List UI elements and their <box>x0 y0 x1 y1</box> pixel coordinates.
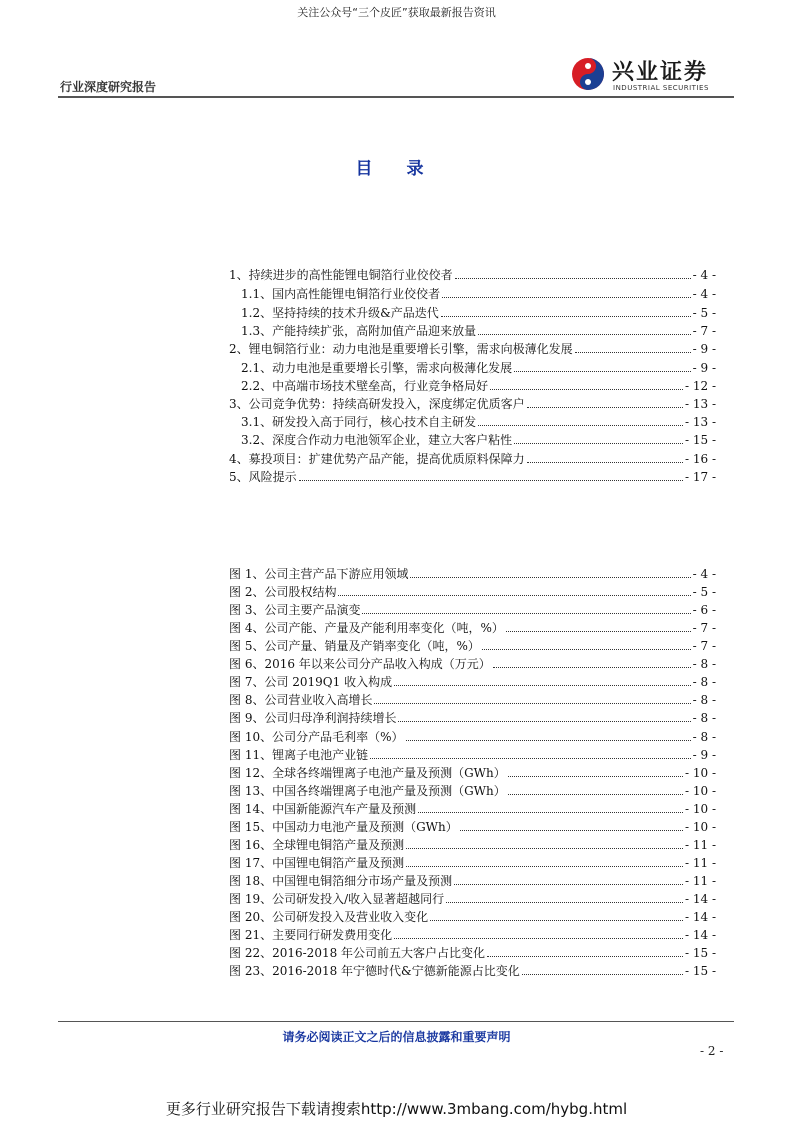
dot-leader <box>508 794 683 795</box>
dot-leader <box>493 667 691 668</box>
dot-leader <box>514 443 683 444</box>
figure-entry-page: - 8 - <box>692 711 716 725</box>
dot-leader <box>487 956 683 957</box>
toc-entry-page: - 9 - <box>692 342 716 356</box>
dot-leader <box>455 278 691 279</box>
dot-leader <box>406 848 683 849</box>
dot-leader <box>394 938 683 939</box>
toc-entry[interactable] <box>229 394 716 412</box>
industrial-securities-logo <box>570 54 735 94</box>
figure-entry-page: - 4 - <box>692 567 716 581</box>
toc-entry-page: - 13 - <box>684 397 716 411</box>
figure-entry[interactable] <box>229 799 716 817</box>
figure-entry[interactable] <box>229 781 716 799</box>
figure-entry-label: 图 8、公司营业收入高增长 <box>229 693 373 707</box>
figure-entry-page: - 7 - <box>692 639 716 653</box>
dot-leader <box>575 352 691 353</box>
figure-entry-page: - 9 - <box>692 748 716 762</box>
toc-entry-page: - 4 - <box>692 268 716 282</box>
dot-leader <box>442 297 691 298</box>
toc-entry-label: 1.3、产能持续扩张，高附加值产品迎来放量 <box>241 324 477 338</box>
dot-leader <box>362 613 690 614</box>
toc-entry-page: - 5 - <box>692 306 716 320</box>
dot-leader <box>460 830 683 831</box>
figure-entry[interactable] <box>229 618 716 636</box>
dot-leader <box>478 425 683 426</box>
figure-entry-label: 图 19、公司研发投入/收入显著超越同行 <box>229 892 445 906</box>
toc-entry[interactable] <box>241 284 716 302</box>
toc-entry[interactable] <box>241 412 716 430</box>
page-number: - 2 - <box>700 1044 724 1058</box>
figure-entry-page: - 10 - <box>684 766 716 780</box>
toc-entry-label: 2.2、中高端市场技术壁垒高，行业竞争格局好 <box>241 379 489 393</box>
toc-entry-label: 1.1、国内高性能锂电铜箔行业佼佼者 <box>241 287 441 301</box>
figure-entry-label: 图 16、全球锂电铜箔产量及预测 <box>229 838 405 852</box>
toc-entry-page: - 16 - <box>684 452 716 466</box>
figure-entry-label: 图 23、2016-2018 年宁德时代&宁德新能源占比变化 <box>229 964 520 978</box>
footer-divider <box>58 1021 734 1022</box>
figure-entry-label: 图 10、公司分产品毛利率（%） <box>229 730 404 744</box>
figure-entry-label: 图 4、公司产能、产量及产能利用率变化（吨，%） <box>229 621 504 635</box>
top-banner: 关注公众号“三个皮匠”获取最新报告资讯 <box>297 6 496 19</box>
figure-entry-page: - 10 - <box>684 784 716 798</box>
dot-leader <box>454 884 683 885</box>
figure-entry-page: - 11 - <box>684 856 716 870</box>
figure-entry[interactable] <box>229 690 716 708</box>
dot-leader <box>394 685 691 686</box>
figure-entry[interactable] <box>229 636 716 654</box>
figure-entry[interactable] <box>229 727 716 745</box>
figure-entry-label: 图 1、公司主营产品下游应用领域 <box>229 567 409 581</box>
figure-entry-page: - 5 - <box>692 585 716 599</box>
toc-entry[interactable] <box>241 303 716 321</box>
toc-entry-label: 1.2、坚持持续的技术升级&产品迭代 <box>241 306 439 320</box>
header-divider <box>58 96 734 98</box>
figure-entry-label: 图 20、公司研发投入及营业收入变化 <box>229 910 429 924</box>
toc-entry-page: - 17 - <box>684 470 716 484</box>
figure-entry-label: 图 17、中国锂电铜箔产量及预测 <box>229 856 405 870</box>
toc-entry[interactable] <box>241 376 716 394</box>
toc-entry-label: 3、公司竞争优势：持续高研发投入，深度绑定优质客户 <box>229 397 525 411</box>
figure-entry[interactable] <box>229 564 716 582</box>
logo-english-name: INDUSTRIAL SECURITIES <box>613 84 709 92</box>
toc-entry-page: - 9 - <box>692 361 716 375</box>
dot-leader <box>478 334 691 335</box>
toc-entry-label: 4、募投项目：扩建优势产品产能，提高优质原料保障力 <box>229 452 525 466</box>
dot-leader <box>490 389 683 390</box>
toc-entry-page: - 4 - <box>692 287 716 301</box>
dot-leader <box>370 758 691 759</box>
figure-entry-page: - 10 - <box>684 802 716 816</box>
figure-entry-page: - 14 - <box>684 910 716 924</box>
toc-entry-label: 3.1、研发投入高于同行，核心技术自主研发 <box>241 415 477 429</box>
figure-entry[interactable] <box>229 600 716 618</box>
dot-leader <box>508 776 683 777</box>
figure-entry-label: 图 15、中国动力电池产量及预测（GWh） <box>229 820 458 834</box>
dot-leader <box>446 902 683 903</box>
figure-entry[interactable] <box>229 654 716 672</box>
toc-entry-label: 2.1、动力电池是重要增长引擎，需求向极薄化发展 <box>241 361 513 375</box>
figure-entry-label: 图 22、2016-2018 年公司前五大客户占比变化 <box>229 946 486 960</box>
logo-emblem-icon <box>570 56 606 92</box>
figure-entry[interactable] <box>229 871 716 889</box>
dot-leader <box>410 577 690 578</box>
toc-entry-label: 1、持续进步的高性能锂电铜箔行业佼佼者 <box>229 268 453 282</box>
figure-entry[interactable] <box>229 853 716 871</box>
figure-entry-page: - 15 - <box>684 964 716 978</box>
figure-entry-page: - 8 - <box>692 675 716 689</box>
figure-entry-page: - 8 - <box>692 730 716 744</box>
dot-leader <box>527 407 683 408</box>
toc-entry[interactable] <box>229 265 716 283</box>
report-type-label: 行业深度研究报告 <box>60 80 157 94</box>
dot-leader <box>406 740 691 741</box>
dot-leader <box>506 631 691 632</box>
figure-entry[interactable] <box>229 925 716 943</box>
toc-entry-label: 5、风险提示 <box>229 470 297 484</box>
toc-entry[interactable] <box>229 467 716 485</box>
toc-entry[interactable] <box>229 449 716 467</box>
figure-entry[interactable] <box>229 943 716 961</box>
dot-leader <box>482 649 691 650</box>
toc-entry[interactable] <box>241 358 716 376</box>
figure-entry-label: 图 3、公司主要产品演变 <box>229 603 361 617</box>
figure-entry[interactable] <box>229 835 716 853</box>
figure-entry[interactable] <box>229 672 716 690</box>
dot-leader <box>418 812 683 813</box>
dot-leader <box>398 721 690 722</box>
toc-entry[interactable] <box>229 339 716 357</box>
figure-entry-page: - 7 - <box>692 621 716 635</box>
figure-entry-label: 图 2、公司股权结构 <box>229 585 337 599</box>
dot-leader <box>522 974 683 975</box>
figure-entry[interactable] <box>229 582 716 600</box>
toc-entry[interactable] <box>241 430 716 448</box>
figure-entry[interactable] <box>229 817 716 835</box>
figure-entry-label: 图 7、公司 2019Q1 收入构成 <box>229 675 393 689</box>
figure-entry-page: - 14 - <box>684 928 716 942</box>
figure-entry-page: - 6 - <box>692 603 716 617</box>
dot-leader <box>441 316 691 317</box>
figure-entry-page: - 10 - <box>684 820 716 834</box>
bottom-download-banner[interactable]: 更多行业研究报告下载请搜索http://www.3mbang.com/hybg.html <box>165 1100 628 1118</box>
figure-entry[interactable] <box>229 708 716 726</box>
figure-entry-page: - 11 - <box>684 838 716 852</box>
dot-leader <box>430 920 683 921</box>
dot-leader <box>514 371 691 372</box>
dot-leader <box>338 595 690 596</box>
footer-disclaimer: 请务必阅读正文之后的信息披露和重要声明 <box>282 1030 511 1044</box>
figure-entry[interactable] <box>229 745 716 763</box>
figure-entry-page: - 8 - <box>692 657 716 671</box>
figure-entry-label: 图 12、全球各终端锂离子电池产量及预测（GWh） <box>229 766 506 780</box>
figure-entry-label: 图 21、主要同行研发费用变化 <box>229 928 393 942</box>
toc-entry-page: - 15 - <box>684 433 716 447</box>
figure-entry-page: - 14 - <box>684 892 716 906</box>
figure-entry[interactable] <box>229 763 716 781</box>
logo-chinese-name: 兴业证券 <box>612 60 709 85</box>
toc-entry-page: - 13 - <box>684 415 716 429</box>
figure-entry[interactable] <box>229 889 716 907</box>
figure-entry-label: 图 14、中国新能源汽车产量及预测 <box>229 802 417 816</box>
figure-entry-label: 图 9、公司归母净利润持续增长 <box>229 711 397 725</box>
dot-leader <box>299 480 683 481</box>
figure-entry-page: - 8 - <box>692 693 716 707</box>
figure-entry-page: - 15 - <box>684 946 716 960</box>
toc-entry[interactable] <box>241 321 716 339</box>
figure-entry-label: 图 11、锂离子电池产业链 <box>229 748 369 762</box>
figure-entry-page: - 11 - <box>684 874 716 888</box>
toc-entry-page: - 12 - <box>684 379 716 393</box>
figure-entry-label: 图 6、2016 年以来公司分产品收入构成（万元） <box>229 657 491 671</box>
toc-entry-label: 3.2、深度合作动力电池领军企业，建立大客户粘性 <box>241 433 513 447</box>
figure-entry-label: 图 18、中国锂电铜箔细分市场产量及预测 <box>229 874 453 888</box>
figure-entry[interactable] <box>229 907 716 925</box>
toc-entry-label: 2、锂电铜箔行业：动力电池是重要增长引擎，需求向极薄化发展 <box>229 342 573 356</box>
toc-title: 目 录 <box>355 159 438 179</box>
toc-entry-page: - 7 - <box>692 324 716 338</box>
dot-leader <box>374 703 690 704</box>
figure-entry[interactable] <box>229 961 716 979</box>
figure-entry-label: 图 13、中国各终端锂离子电池产量及预测（GWh） <box>229 784 506 798</box>
dot-leader <box>527 462 683 463</box>
dot-leader <box>406 866 683 867</box>
figure-entry-label: 图 5、公司产量、销量及产销率变化（吨，%） <box>229 639 480 653</box>
